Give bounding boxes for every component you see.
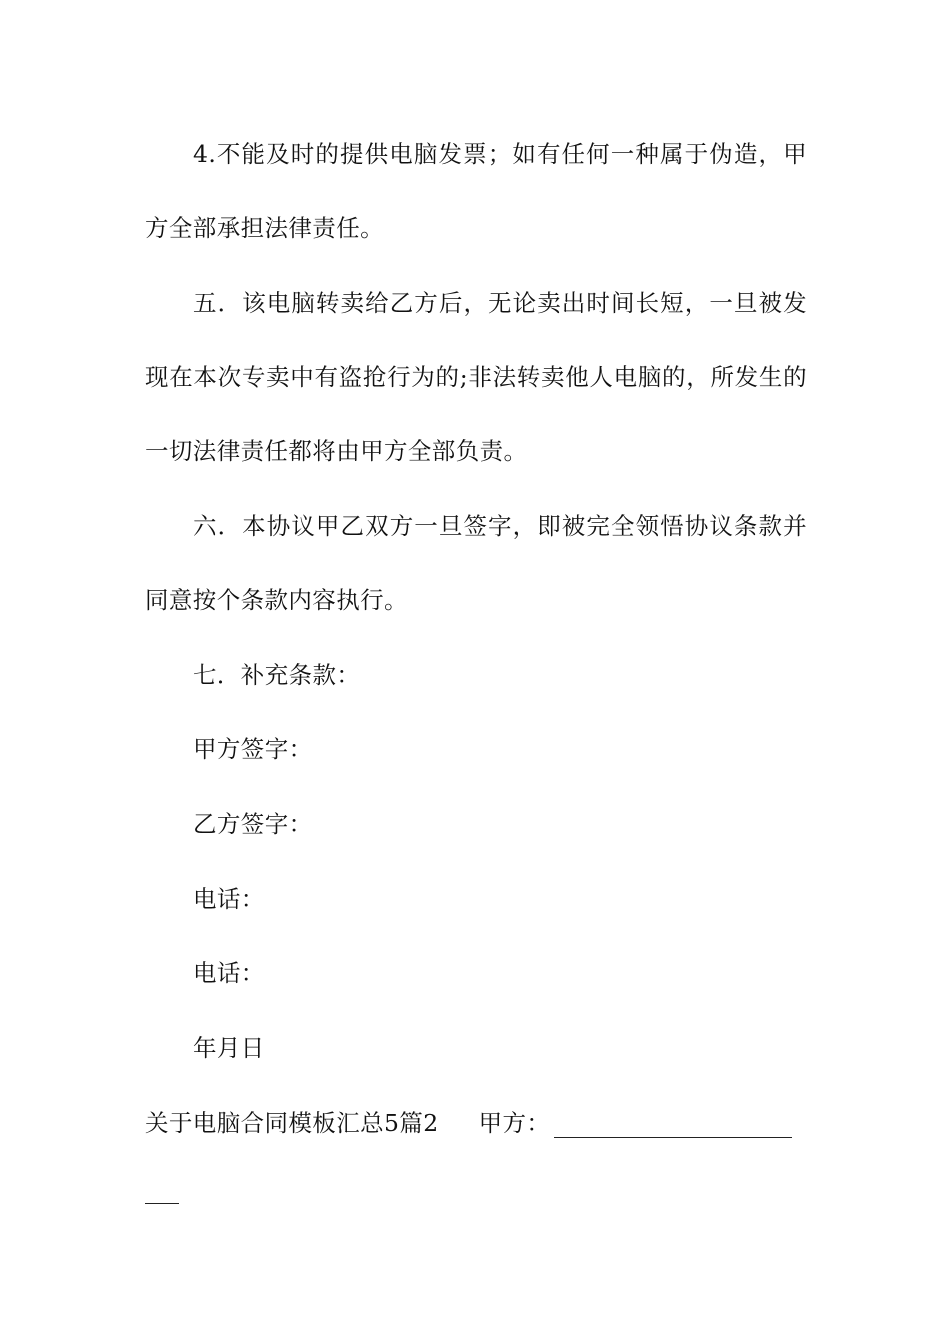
- party-b-signature-label: 乙方签字：: [193, 810, 313, 838]
- party-a-signature-label: 甲方签字：: [193, 735, 313, 763]
- next-section-line: [145, 1108, 807, 1138]
- clause-4-line-1: 4.不能及时的提供电脑发票；如有任何一种属于伪造，甲: [193, 140, 807, 168]
- party-a-label: 甲方：: [478, 1109, 551, 1137]
- clause-7: 七．补充条款：: [193, 661, 361, 689]
- clause-5-line-3: 一切法律责任都将由甲方全部负责。: [145, 437, 528, 465]
- clause-5-line-2: 现在本次专卖中有盗抢行为的;非法转卖他人电脑的，所发生的: [145, 363, 807, 391]
- next-section-title: 关于电脑合同模板汇总5篇2: [145, 1109, 439, 1137]
- phone-label-1: 电话：: [193, 885, 265, 913]
- clause-6-line-2: 同意按个条款内容执行。: [145, 586, 408, 614]
- clause-5-line-1: 五．该电脑转卖给乙方后，无论卖出时间长短，一旦被发: [193, 289, 807, 317]
- date-label: 年月日: [193, 1034, 265, 1062]
- party-a-blank-line: [554, 1115, 792, 1138]
- clause-6-line-1: 六．本协议甲乙双方一旦签字，即被完全领悟协议条款并: [193, 512, 807, 540]
- clause-4-line-2: 方全部承担法律责任。: [145, 214, 384, 242]
- blank-line-continuation: [145, 1203, 179, 1204]
- phone-label-2: 电话：: [193, 959, 265, 987]
